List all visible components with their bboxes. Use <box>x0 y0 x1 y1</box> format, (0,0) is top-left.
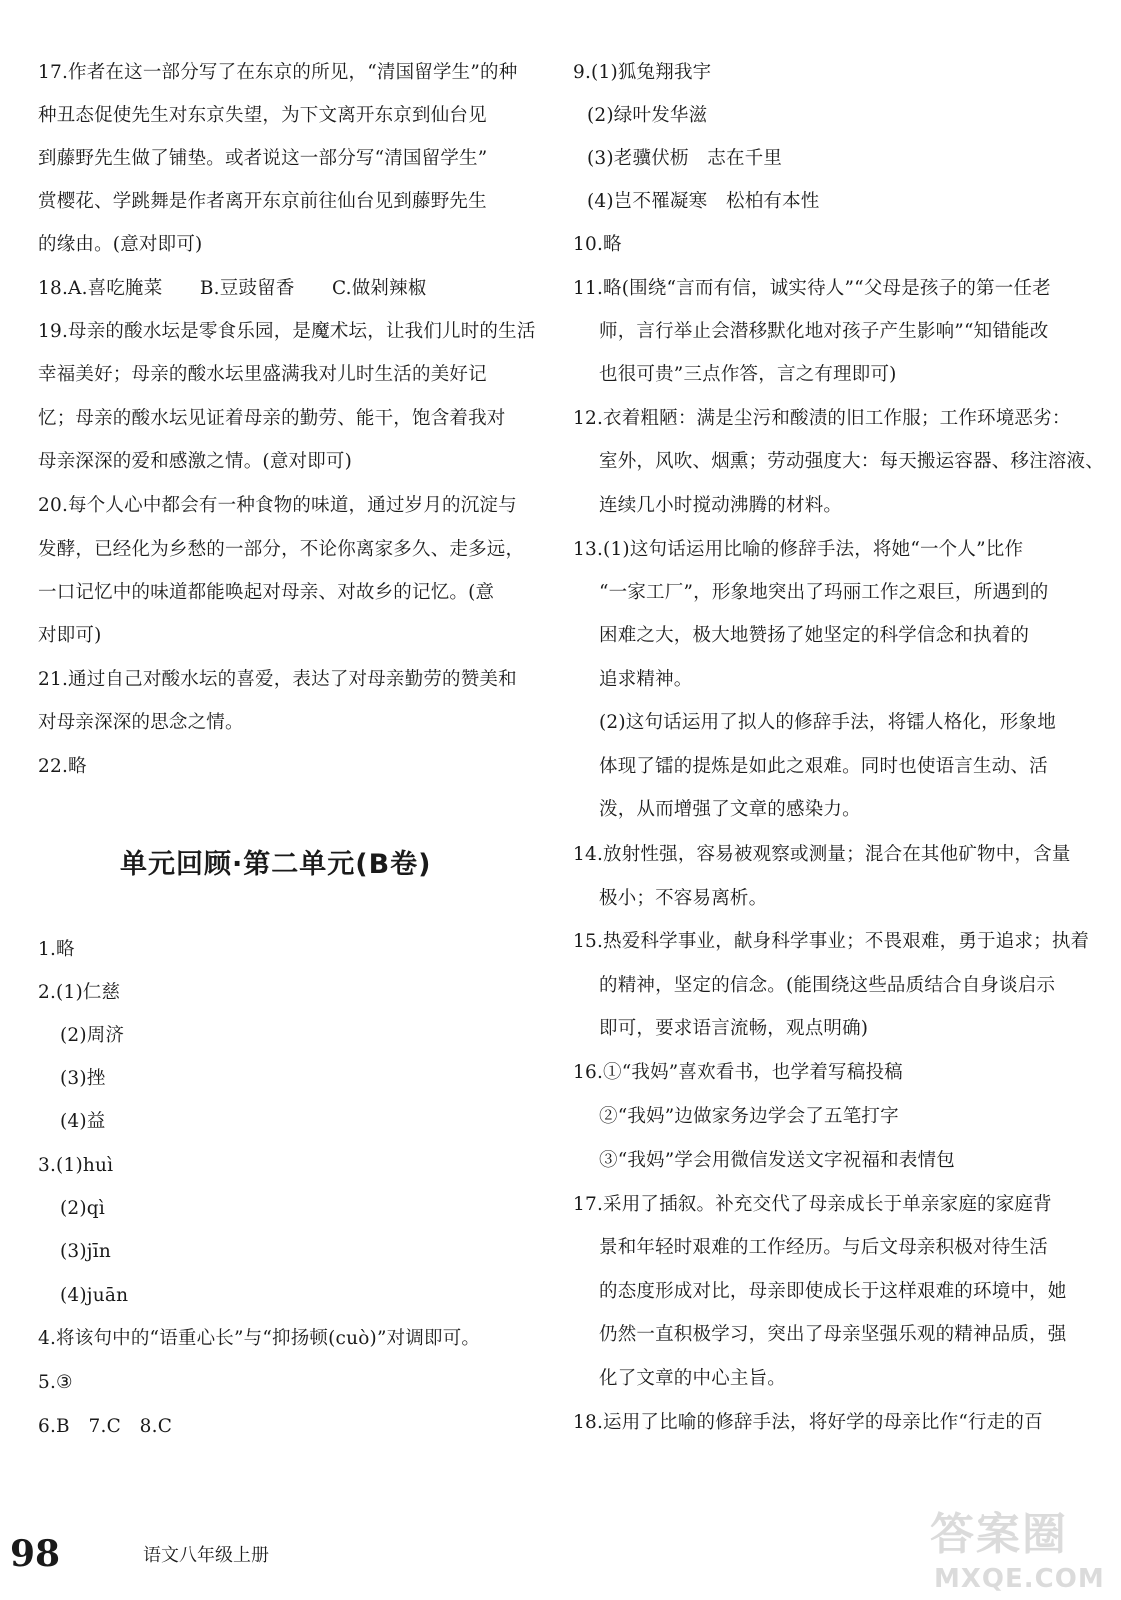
answer-line: (2)qì <box>60 1198 105 1219</box>
answer-line: 化了文章的中心主旨。 <box>599 1368 787 1389</box>
watermark-logo-text: 答案圈 <box>930 1509 1068 1560</box>
answer-line: 的缘由。(意对即可) <box>38 234 203 255</box>
answer-line: 11.略(围绕“言而有信，诚实待人”“父母是孩子的第一任老 <box>573 278 1051 299</box>
page-number: 98 <box>10 1533 61 1575</box>
answer-line: 13.(1)这句话运用比喻的修辞手法，将她“一个人”比作 <box>573 539 1024 560</box>
answer-line: 泼，从而增强了文章的感染力。 <box>599 799 861 820</box>
answer-line: 一口记忆中的味道都能唤起对母亲、对故乡的记忆。(意 <box>38 582 495 603</box>
answer-line: (3)jīn <box>60 1241 111 1262</box>
answer-line: 18.运用了比喻的修辞手法，将好学的母亲比作“行走的百 <box>573 1412 1043 1433</box>
answer-line: 即可，要求语言流畅，观点明确) <box>599 1018 869 1039</box>
answer-line: 到藤野先生做了铺垫。或者说这一部分写“清国留学生” <box>38 148 488 169</box>
answer-line: 16.①“我妈”喜欢看书，也学着写稿投稿 <box>573 1062 903 1083</box>
answer-line: 种丑态促使先生对东京失望，为下文离开东京到仙台见 <box>38 105 487 126</box>
answer-line: “一家工厂”，形象地突出了玛丽工作之艰巨，所遇到的 <box>599 582 1049 603</box>
answer-line: 10.略 <box>573 234 622 255</box>
answer-line: 19.母亲的酸水坛是零食乐园，是魔术坛，让我们儿时的生活 <box>38 321 536 342</box>
answer-line: 18.A.喜吃腌菜 B.豆豉留香 C.做剁辣椒 <box>38 278 427 299</box>
answer-line: ③“我妈”学会用微信发送文字祝福和表情包 <box>599 1150 955 1171</box>
answer-line: 室外，风吹、烟熏；劳动强度大：每天搬运容器、移注溶液、 <box>599 451 1104 472</box>
answer-line: (3)老骥伏枥 志在千里 <box>587 148 783 169</box>
answer-line: 景和年轻时艰难的工作经历。与后文母亲积极对待生活 <box>599 1237 1048 1258</box>
answer-line: 3.(1)huì <box>38 1155 114 1176</box>
answer-line: 极小；不容易离析。 <box>599 888 768 909</box>
answer-line: 21.通过自己对酸水坛的喜爱，表达了对母亲勤劳的赞美和 <box>38 669 517 690</box>
answer-line: ②“我妈”边做家务边学会了五笔打字 <box>599 1106 899 1127</box>
answer-line: 的态度形成对比，母亲即使成长于这样艰难的环境中，她 <box>599 1281 1067 1302</box>
answer-line: (2)这句话运用了拟人的修辞手法，将镭人格化，形象地 <box>599 712 1056 733</box>
answer-line: 对母亲深深的思念之情。 <box>38 712 244 733</box>
watermark-url: MXQE.COM <box>934 1564 1105 1594</box>
watermark-logo <box>930 1508 1110 1596</box>
answer-line: 14.放射性强，容易被观察或测量；混合在其他矿物中，含量 <box>573 844 1071 865</box>
answer-line: 连续几小时搅动沸腾的材料。 <box>599 495 843 516</box>
book-title: 语文八年级上册 <box>143 1545 269 1566</box>
answer-line: 母亲深深的爱和感激之情。(意对即可) <box>38 451 353 472</box>
answer-line: 仍然一直积极学习，突出了母亲坚强乐观的精神品质，强 <box>599 1324 1067 1345</box>
answer-line: 17.作者在这一部分写了在东京的所见，“清国留学生”的种 <box>38 62 518 83</box>
answer-line: 赏樱花、学跳舞是作者离开东京前往仙台见到藤野先生 <box>38 191 487 212</box>
answer-line: 幸福美好；母亲的酸水坛里盛满我对儿时生活的美好记 <box>38 364 487 385</box>
answer-line: (4)益 <box>60 1111 106 1132</box>
answer-line: 困难之大，极大地赞扬了她坚定的科学信念和执着的 <box>599 625 1030 646</box>
answer-line: 6.B 7.C 8.C <box>38 1416 173 1437</box>
answer-line: (2)绿叶发华滋 <box>587 105 708 126</box>
answer-line: 的精神，坚定的信念。(能围绕这些品质结合自身谈启示 <box>599 975 1056 996</box>
answer-line: (4)岂不罹凝寒 松柏有本性 <box>587 191 820 212</box>
answer-line: 4.将该句中的“语重心长”与“抑扬顿(cuò)”对调即可。 <box>38 1328 481 1349</box>
section-title: 单元回顾·第二单元(B卷) <box>120 849 432 880</box>
answer-line: 12.衣着粗陋：满是尘污和酸渍的旧工作服；工作环境恶劣： <box>573 408 1071 429</box>
answer-line: (4)juān <box>60 1285 129 1306</box>
answer-line: 1.略 <box>38 939 75 960</box>
answer-line: 体现了镭的提炼是如此之艰难。同时也使语言生动、活 <box>599 756 1048 777</box>
answer-line: 20.每个人心中都会有一种食物的味道，通过岁月的沉淀与 <box>38 495 517 516</box>
answer-line: 发酵，已经化为乡愁的一部分，不论你离家多久、走多远， <box>38 539 525 560</box>
answer-line: 2.(1)仁慈 <box>38 982 121 1003</box>
answer-line: 师，言行举止会潜移默化地对孩子产生影响”“知错能改 <box>599 321 1049 342</box>
answer-line: 对即可) <box>38 625 102 646</box>
answer-line: 17.采用了插叙。补充交代了母亲成长于单亲家庭的家庭背 <box>573 1194 1052 1215</box>
answer-line: 22.略 <box>38 756 87 777</box>
answer-line: (2)周济 <box>60 1025 125 1046</box>
answer-line: 忆；母亲的酸水坛见证着母亲的勤劳、能干，饱含着我对 <box>38 408 506 429</box>
answer-line: 5.③ <box>38 1372 73 1393</box>
answer-line: 9.(1)狐兔翔我宇 <box>573 62 712 83</box>
answer-line: 15.热爱科学事业，献身科学事业；不畏艰难，勇于追求；执着 <box>573 931 1090 952</box>
answer-line: 也很可贵”三点作答，言之有理即可) <box>599 364 897 385</box>
answer-line: 追求精神。 <box>599 669 693 690</box>
answer-line: (3)挫 <box>60 1068 106 1089</box>
